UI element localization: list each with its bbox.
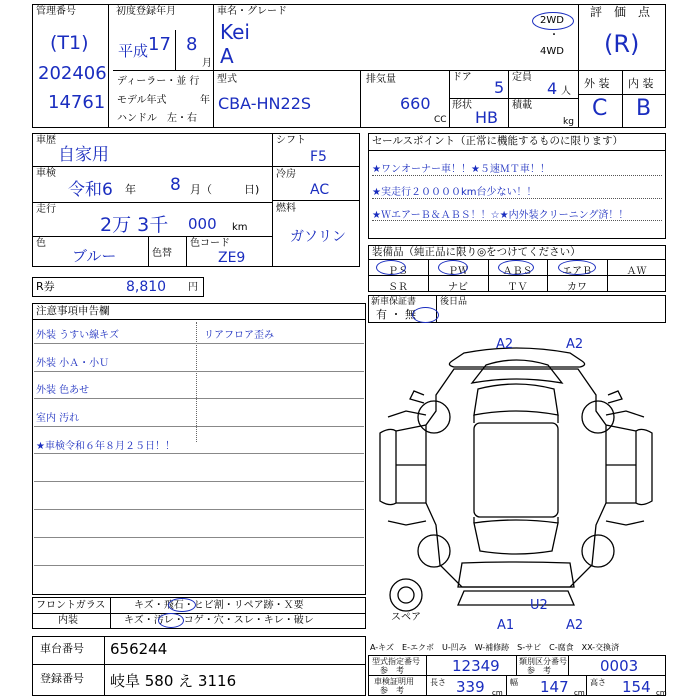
recycle-label: R券 (36, 280, 55, 293)
inspection-year-unit: 年 (125, 183, 136, 196)
type-value: CBA-HN22S (218, 94, 312, 113)
recycle-value: 8,810 (126, 279, 167, 295)
equip-ps: ＰＳ (388, 266, 408, 277)
notes-title: 注意事項申告欄 (36, 305, 110, 317)
note-left: 室内 汚れ (36, 413, 80, 424)
warranty-label: 新車保証書 (371, 297, 417, 307)
repaint-label: 色替 (152, 248, 172, 259)
equip-aw: ＡＷ (626, 266, 647, 277)
rating-value: (R) (604, 30, 640, 58)
month-value: 8 (186, 34, 198, 55)
equip-pw-circle (438, 260, 468, 275)
exterior-value: C (592, 96, 608, 121)
equip-pw: ＰＷ (448, 266, 468, 277)
warranty-circle (412, 307, 439, 323)
inspection-day-unit: 日) (244, 183, 260, 196)
displacement-unit: CC (434, 115, 447, 125)
shape-label: 形状 (452, 100, 472, 111)
height-unit: cm (656, 689, 667, 697)
exterior-label: 外 装 (584, 77, 610, 90)
recycle-box (32, 277, 204, 297)
damage-mark-u2-rear: U2 (530, 598, 548, 613)
fuel-label: 燃料 (276, 203, 296, 214)
fuel-value: ガソリン (290, 229, 346, 245)
capacity-label: 定員 (512, 72, 532, 83)
cert-label: 車検証明用 (374, 677, 414, 686)
note-right: リアフロア歪み (204, 330, 274, 341)
grade: A (220, 44, 234, 68)
equipment-title: 装備品（純正品に限り◎をつけてください） (372, 246, 581, 258)
interior-label: 内 装 (628, 77, 654, 90)
handle-label: ハンドル 左・右 (117, 113, 197, 124)
door-label: ドア (452, 72, 472, 83)
height-label: 高さ (590, 678, 606, 687)
damage-mark-a1-rear: A1 (497, 618, 515, 633)
length-value: 339 (456, 678, 485, 696)
after-label: 後日品 (440, 297, 468, 307)
note-left: ★車検令和６年８月２５日！！ (36, 441, 175, 452)
interior-glass-label: 内装 (58, 615, 78, 626)
equip-airbag: エアＢ (562, 266, 592, 277)
width-unit: cm (574, 689, 585, 697)
category-value: 0003 (600, 657, 639, 675)
mileage-label: 走行 (36, 204, 56, 215)
year-value: 17 (148, 34, 171, 55)
cert-sub: 参 考 (380, 686, 404, 695)
warranty-value: 有 ・ 無 (376, 308, 416, 321)
reg-number-value: 岐阜 580 え 3116 (110, 672, 237, 690)
category-sub: 参 考 (527, 666, 551, 675)
mileage-unit: km (232, 222, 248, 233)
color-code-label: 色コード (190, 238, 230, 249)
car-name: Kei (220, 20, 250, 44)
front-glass-value: キズ・飛石・ヒビ割・リペア跡・Ｘ要 (134, 600, 304, 611)
rating-label: 評 価 点 (590, 5, 651, 19)
note-left: 外装 小Ａ・小Ｕ (36, 358, 110, 369)
type-spec-value: 12349 (452, 657, 500, 675)
damage-mark-a2-front-right: A2 (566, 337, 584, 352)
interior-value: B (636, 96, 652, 121)
shift-label: シフト (276, 135, 306, 146)
month-unit: 月 (202, 58, 212, 69)
equip-ps-circle (376, 260, 406, 275)
capacity-unit: 人 (561, 86, 571, 97)
mgmt-label: 管理番号 (36, 6, 76, 17)
category-label: 類別区分番号 (519, 657, 567, 666)
inspection-month-unit: 月（ (190, 183, 212, 196)
interior-glass-value: キズ・汚レ・コゲ・穴・スレ・キレ・破レ (124, 615, 314, 626)
chassis-value: 656244 (110, 640, 168, 658)
reg-label: 初度登録年月 (116, 6, 176, 17)
ac-value: AC (310, 182, 330, 198)
sales-title: セールスポイント（正常に機能するものに限ります） (372, 135, 624, 147)
mileage-value: 2万 3千 (100, 214, 169, 236)
width-label: 幅 (510, 678, 518, 687)
model-year-label: モデル年式 (117, 95, 167, 106)
inspection-label: 車検 (36, 168, 56, 179)
displacement-label: 排気量 (366, 74, 396, 85)
damage-mark-a2-front-left: A2 (496, 337, 514, 352)
mgmt-code: (T1) (50, 32, 89, 54)
equip-leather: カワ (567, 282, 587, 293)
equip-tv: ＴＶ (507, 282, 528, 293)
note-left: 外装 色あせ (36, 385, 90, 396)
length-unit: cm (492, 689, 503, 697)
door-value: 5 (494, 78, 505, 97)
sales-item: ★ワンオーナー車！！★５速ＭＴ車！！ (372, 164, 550, 175)
type-spec-label: 型式指定番号 (372, 657, 420, 666)
type-spec-sub: 参 考 (380, 666, 404, 675)
recycle-unit: 円 (188, 282, 198, 293)
history-label: 車歴 (36, 135, 56, 146)
equip-airbag-circle (558, 260, 596, 275)
name-label: 車名・グレード (217, 6, 287, 17)
capacity-value: 4 (547, 79, 558, 98)
drive-dot: ・ (549, 30, 559, 41)
sales-item: ★ＷエアーＢ＆ＡＢＳ！！☆★内外装クリーニング済！！ (372, 210, 629, 221)
car-damage-diagram (366, 325, 666, 637)
drive-2wd: 2WD (540, 15, 564, 26)
shape-value: HB (475, 108, 499, 127)
history-value: 自家用 (58, 145, 109, 165)
equip-abs: ＡＢＳ (502, 266, 533, 277)
front-glass-circle (168, 598, 196, 612)
color-code-value: ZE9 (218, 250, 246, 266)
color-label: 色 (36, 238, 46, 249)
height-value: 154 (622, 678, 651, 696)
drive-4wd: 4WD (540, 46, 564, 57)
sales-item: ★実走行２００００km台少ない！！ (372, 187, 537, 198)
damage-legend: A-キズ E-エクボ U-凹み W-補修跡 S-サビ C-腐食 XX-交換済 (370, 643, 620, 652)
interior-glass-circle (158, 613, 184, 628)
type-label: 型式 (217, 74, 237, 85)
front-glass-label: フロントガラス (36, 600, 106, 611)
mgmt-number: 202406 (38, 63, 107, 84)
equip-navi: ナビ (448, 282, 468, 293)
displacement-value: 660 (400, 94, 431, 113)
width-value: 147 (540, 678, 569, 696)
era-text: 平成 (118, 42, 149, 60)
load-unit: kg (563, 117, 574, 127)
mgmt-sub: 14761 (48, 92, 106, 113)
reg-number-label: 登録番号 (40, 672, 84, 685)
equip-sr: ＳＲ (388, 282, 408, 293)
load-label: 積載 (512, 100, 532, 111)
length-label: 長さ (430, 678, 446, 687)
note-left: 外装 うすい線キズ (36, 330, 119, 341)
inspection-month: 8 (170, 175, 181, 195)
spare-label: スペア (391, 612, 421, 623)
ac-label: 冷房 (276, 169, 296, 180)
color-value: ブルー (72, 247, 117, 265)
damage-mark-a2-rear: A2 (566, 618, 584, 633)
dealer-label: ディーラー・並 行 (117, 76, 200, 87)
chassis-label: 車台番号 (40, 642, 84, 655)
equip-abs-circle (498, 260, 534, 275)
mileage-tail: 000 (188, 215, 217, 233)
model-year-unit: 年 (200, 95, 210, 106)
shift-value: F5 (310, 149, 327, 165)
inspection-era: 令和6 (68, 180, 113, 200)
